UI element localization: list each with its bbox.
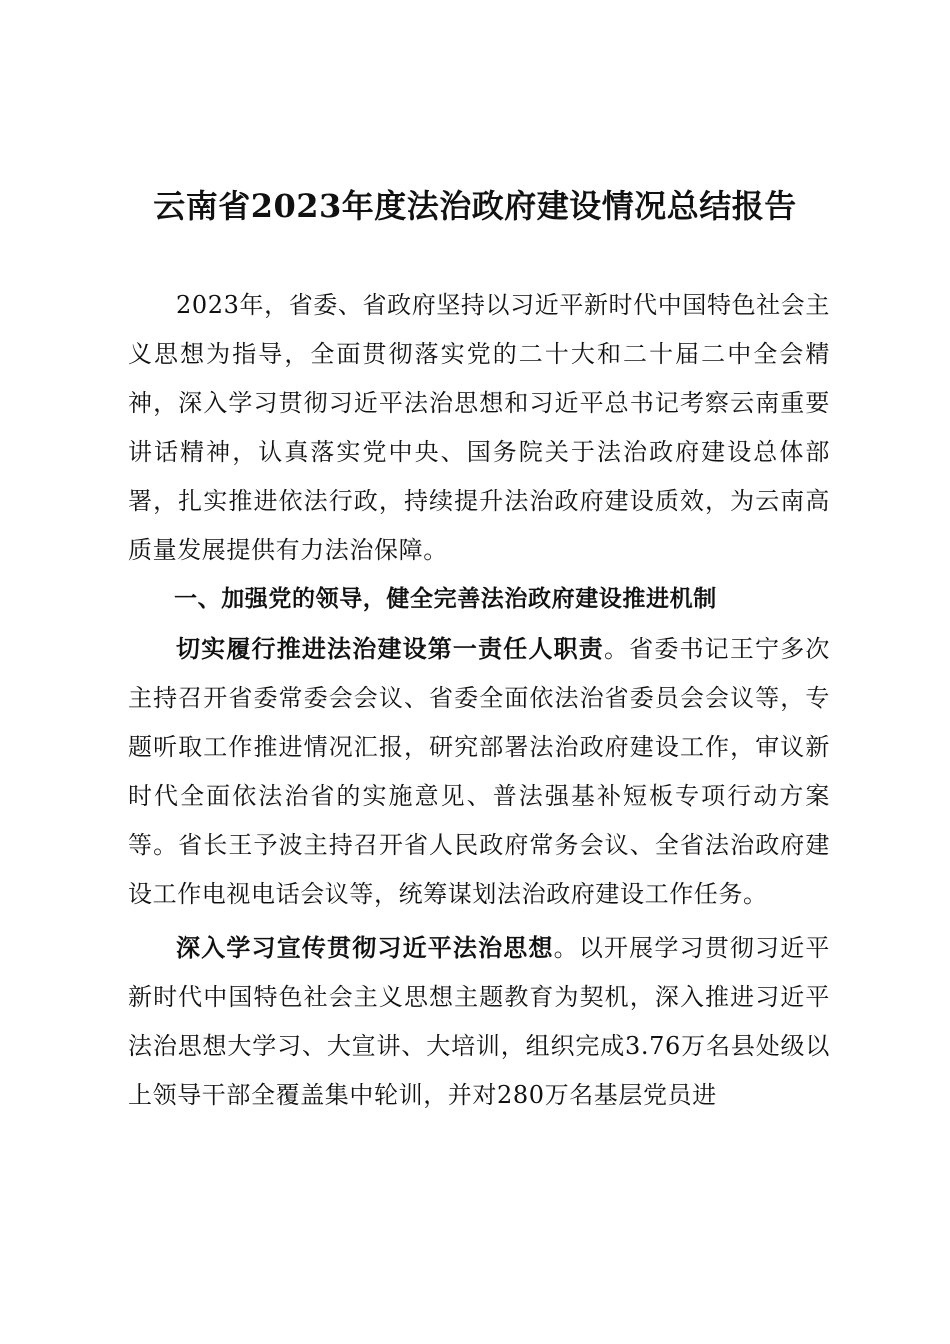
document-body — [128, 281, 830, 1120]
paragraph-body-text: 。省委书记王宁多次主持召开省委常委会会议、省委全面依法治省委员会会议等，专题听取工作推进情况汇报，研究部署法治政府建设工作，审议新时代全面依法治省的实施意见、普法强基补短板专项行动方案等。省长王予波主持召开省人民政府常务会议、全省法治政府建设工作电视电话会议等，统筹谋划法治政府建设工作任务。 — [128, 635, 830, 908]
document-title: 云南省2023年度法治政府建设情况总结报告 — [153, 187, 797, 225]
section-heading-1: 一、加强党的领导，健全完善法治政府建设推进机制 — [174, 586, 717, 612]
paragraph-leadership-duty — [128, 624, 830, 919]
paragraph-study-thought — [128, 923, 830, 1120]
paragraph-body-text: 。以开展学习贯彻习近平新时代中国特色社会主义思想主题教育为契机，深入推进习近平法治思想大学习、大宣讲、大培训，组织完成3.76万名县处级以上领导干部全覆盖集中轮训，并对280万名基层党员进 — [128, 934, 830, 1109]
intro-paragraph: 2023年，省委、省政府坚持以习近平新时代中国特色社会主义思想为指导，全面贯彻落实党的二十大和二十届二中全会精神，深入学习贯彻习近平法治思想和习近平总书记考察云南重要讲话精神，认真落实党中央、国务院关于法治政府建设总体部署，扎实推进依法行政，持续提升法治政府建设质效，为云南高质量发展提供有力法治保障。 — [128, 291, 830, 564]
paragraph-lead-text: 切实履行推进法治建设第一责任人职责 — [176, 634, 604, 663]
paragraph-lead-text: 深入学习宣传贯彻习近平法治思想 — [176, 933, 554, 962]
